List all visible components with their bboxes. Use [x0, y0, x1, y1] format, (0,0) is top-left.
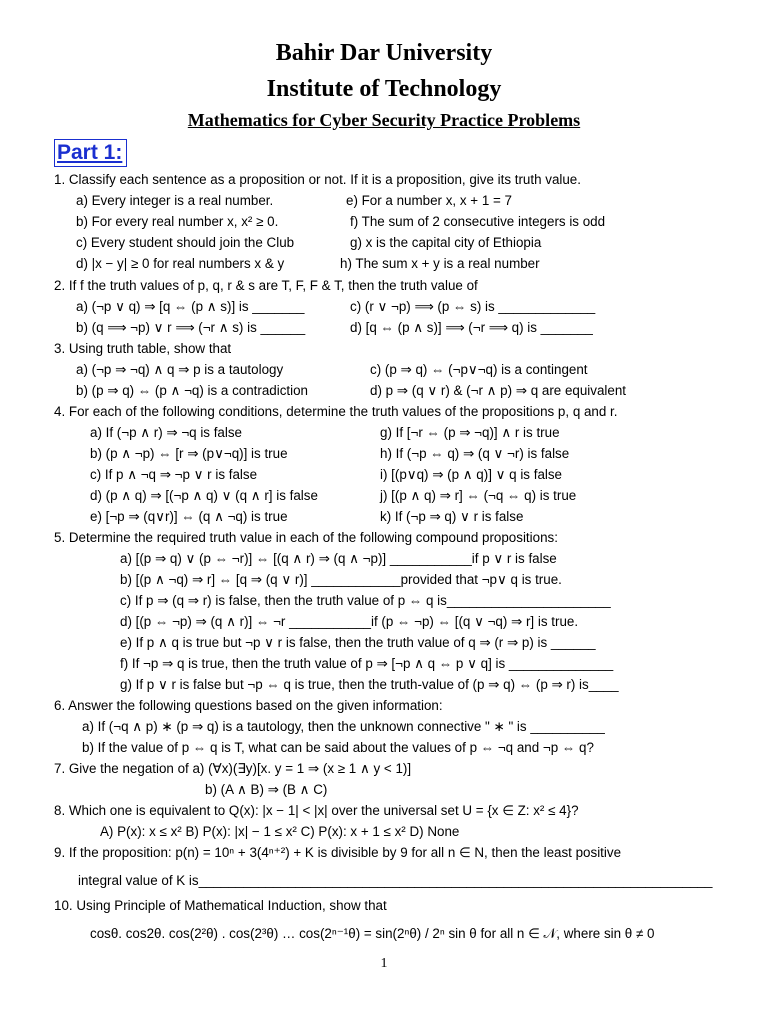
- problem-line: g) x is the capital city of Ethiopia: [350, 235, 542, 250]
- problem-line: f) If ¬p ⇒ q is true, then the truth value of p ⇒ [¬p ∧ q ⇔ p ∨ q] is ______________: [120, 656, 614, 671]
- document-subtitle: Mathematics for Cyber Security Practice Problems: [187, 110, 581, 130]
- problem-line: d) (p ∧ q) ⇒ [(¬p ∧ q) ∨ (q ∧ r] is false: [90, 488, 318, 503]
- problem-line: a) [(p ⇒ q) ∨ (p ⇔ ¬r)] ⇔ [(q ∧ r) ⇒ (q ∧ ¬p)] ___________if p ∨ r is false: [120, 551, 557, 566]
- problem-line: h) If (¬p ⇔ q) ⇒ (q ∨ ¬r) is false: [380, 446, 570, 461]
- problem-line: c) If p ∧ ¬q ⇒ ¬p ∨ r is false: [90, 467, 258, 482]
- problem-line: b) (p ⇒ q) ⇔ (p ∧ ¬q) is a contradiction: [76, 383, 309, 398]
- problem-line: d) [(p ⇔ ¬p) ⇒ (q ∧ r)] ⇔ ¬r ___________if (p ⇔ ¬p) ⇔ [(q ∨ ¬q) ⇒ r] is true.: [120, 614, 579, 629]
- problem-line: a) (¬p ∨ q) ⇒ [q ⇔ (p ∧ s)] is _______: [76, 299, 305, 314]
- problem-line: cosθ. cos2θ. cos(2²θ) . cos(2³θ) … cos(2ⁿ⁻¹θ) = sin(2ⁿθ) / 2ⁿ sin θ for all n ∈ 𝒩, where sin θ ≠ 0: [90, 926, 655, 941]
- problem-line: A) P(x): x ≤ x² B) P(x): |x| − 1 ≤ x² C) P(x): x + 1 ≤ x² D) None: [100, 824, 460, 839]
- problem-line: b) (q ⟹ ¬p) ∨ r ⟹ (¬r ∧ s) is ______: [76, 320, 306, 335]
- institute-title: Institute of Technology: [266, 76, 502, 102]
- problem-line: e) If p ∧ q is true but ¬p ∨ r is false, then the truth value of q ⇒ (r ⇒ p) is ______: [120, 635, 596, 650]
- problem-line: 1. Classify each sentence as a proposition or not. If it is a proposition, give its truth value.: [54, 172, 581, 187]
- page-number: 1: [380, 956, 388, 971]
- problem-line: 6. Answer the following questions based on the given information:: [54, 698, 443, 713]
- problem-line: a) Every integer is a real number.: [76, 193, 274, 208]
- part-heading: Part 1:: [54, 139, 127, 167]
- problem-line: 3. Using truth table, show that: [54, 341, 232, 356]
- problem-line: 4. For each of the following conditions, determine the truth values of the propositions p, q and r.: [54, 404, 618, 419]
- problem-line: c) If p ⇒ (q ⇒ r) is false, then the truth value of p ⇔ q is______________________: [120, 593, 611, 608]
- problem-line: b) [(p ∧ ¬q) ⇒ r] ⇔ [q ⇒ (q ∨ r)] ____________provided that ¬p∨ q is true.: [120, 572, 562, 587]
- problem-line: f) The sum of 2 consecutive integers is odd: [350, 214, 606, 229]
- problem-line: h) The sum x + y is a real number: [340, 256, 540, 271]
- problem-line: 8. Which one is equivalent to Q(x): |x − 1| < |x| over the universal set U = {x ∈ Z: x² ≤ 4}?: [54, 803, 579, 818]
- problem-line: b) (A ∧ B) ⇒ (B ∧ C): [205, 782, 328, 797]
- problem-line: d) |x − y| ≥ 0 for real numbers x & y: [76, 256, 285, 271]
- problem-line: e) For a number x, x + 1 = 7: [346, 193, 512, 208]
- problem-line: b) (p ∧ ¬p) ⇔ [r ⇒ (p∨¬q)] is true: [90, 446, 288, 461]
- problem-line: 9. If the proposition: p(n) = 10ⁿ + 3(4ⁿ⁺²) + K is divisible by 9 for all n ∈ N, then the least positive: [54, 845, 622, 860]
- problem-line: a) (¬p ⇒ ¬q) ∧ q ⇒ p is a tautology: [76, 362, 284, 377]
- problem-line: k) If (¬p ⇒ q) ∨ r is false: [380, 509, 524, 524]
- problem-line: g) If [¬r ⇔ (p ⇒ ¬q)] ∧ r is true: [380, 425, 560, 440]
- problem-line: e) [¬p ⇒ (q∨r)] ⇔ (q ∧ ¬q) is true: [90, 509, 288, 524]
- problem-line: j) [(p ∧ q) ⇒ r] ⇔ (¬q ⇔ q) is true: [380, 488, 577, 503]
- problem-line: g) If p ∨ r is false but ¬p ⇔ q is true, then the truth-value of (p ⇒ q) ⇔ (p ⇒ r) is____: [120, 677, 619, 692]
- university-title: Bahir Dar University: [275, 40, 493, 66]
- problem-line: d) p ⇒ (q ∨ r) & (¬r ∧ p) ⇒ q are equivalent: [370, 383, 627, 398]
- problem-line: 7. Give the negation of a) (∀x)(∃y)[x. y = 1 ⇒ (x ≥ 1 ∧ y < 1)]: [54, 761, 412, 776]
- problem-line: 5. Determine the required truth value in each of the following compound propositions:: [54, 530, 558, 545]
- problem-line: c) (r ∨ ¬p) ⟹ (p ⇔ s) is _____________: [350, 299, 596, 314]
- problem-line: b) If the value of p ⇔ q is T, what can be said about the values of p ⇔ ¬q and ¬p ⇔ q?: [82, 740, 594, 755]
- problem-line: 2. If f the truth values of p, q, r & s are T, F, F & T, then the truth value of: [54, 278, 478, 293]
- problem-line: integral value of K is_____________________________________________________________________: [78, 873, 713, 888]
- problem-line: b) For every real number x, x² ≥ 0.: [76, 214, 279, 229]
- problem-line: d) [q ⇔ (p ∧ s)] ⟹ (¬r ⟹ q) is _______: [350, 320, 593, 335]
- problem-line: i) [(p∨q) ⇒ (p ∧ q)] ∨ q is false: [380, 467, 563, 482]
- problem-line: a) If (¬q ∧ p) ∗ (p ⇒ q) is a tautology, then the unknown connective " ∗ " is __________: [82, 719, 605, 734]
- problem-line: c) (p ⇒ q) ⇔ (¬p∨¬q) is a contingent: [370, 362, 588, 377]
- problem-line: c) Every student should join the Club: [76, 235, 295, 250]
- problem-line: 10. Using Principle of Mathematical Induction, show that: [54, 898, 387, 913]
- problem-line: a) If (¬p ∧ r) ⇒ ¬q is false: [90, 425, 242, 440]
